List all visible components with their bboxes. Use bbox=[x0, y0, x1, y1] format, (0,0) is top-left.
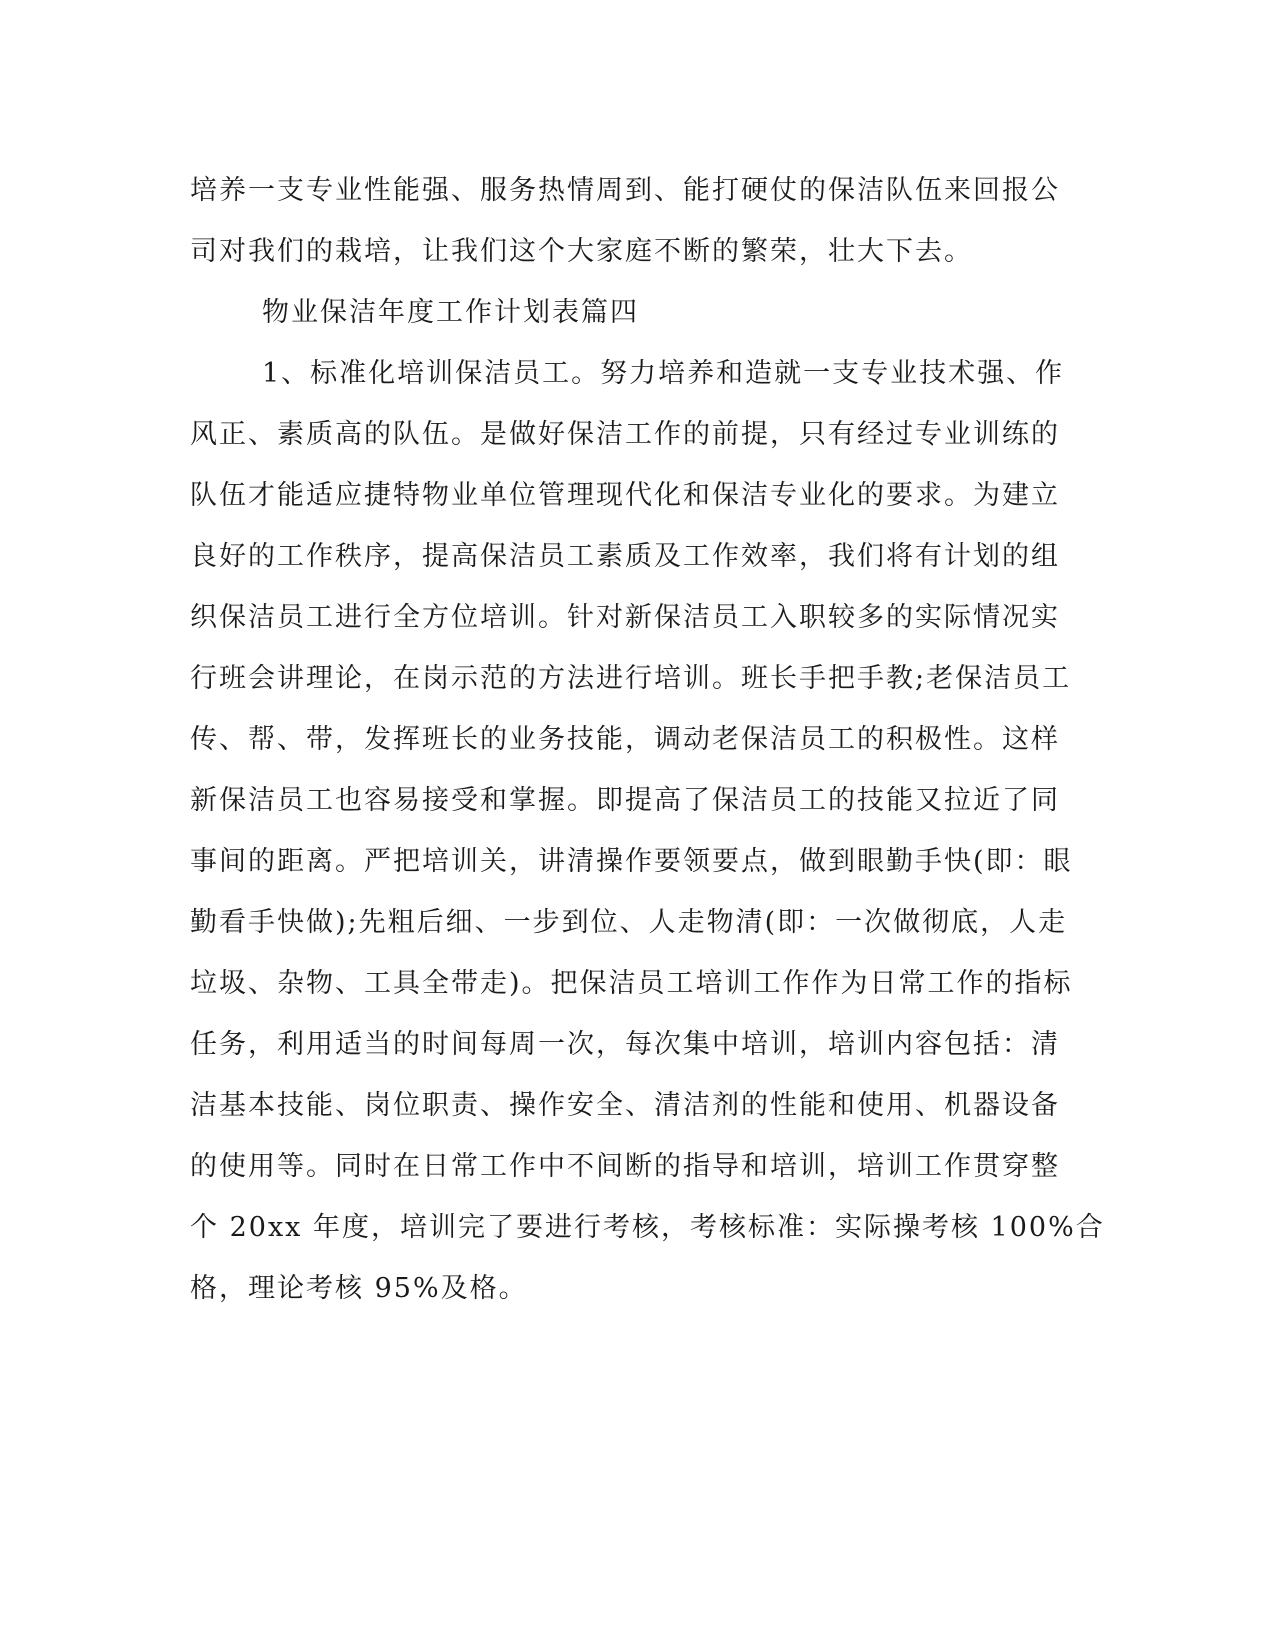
document-body bbox=[190, 160, 1105, 1319]
paragraph-line-9: 事间的距离。严把培训关，讲清操作要领要点，做到眼勤手快(即：眼 bbox=[190, 846, 1073, 877]
paragraph-line-14: 的使用等。同时在日常工作中不间断的指导和培训，培训工作贯穿整 bbox=[190, 1151, 1060, 1182]
paragraph-line-2: 风正、素质高的队伍。是做好保洁工作的前提，只有经过专业训练的 bbox=[190, 419, 1060, 450]
continuation-line-2: 司对我们的栽培，让我们这个大家庭不断的繁荣，壮大下去。 bbox=[190, 236, 973, 267]
paragraph-line-4: 良好的工作秩序，提高保洁员工素质及工作效率，我们将有计划的组 bbox=[190, 541, 1060, 572]
paragraph-line-6: 行班会讲理论，在岗示范的方法进行培训。班长手把手教;老保洁员工 bbox=[190, 663, 1072, 694]
paragraph-line-16: 格，理论考核 95%及格。 bbox=[190, 1273, 528, 1304]
paragraph-line-5: 织保洁员工进行全方位培训。针对新保洁员工入职较多的实际情况实 bbox=[190, 602, 1060, 633]
paragraph-line-3: 队伍才能适应捷特物业单位管理现代化和保洁专业化的要求。为建立 bbox=[190, 480, 1060, 511]
paragraph-line-12: 任务，利用适当的时间每周一次，每次集中培训，培训内容包括：清 bbox=[190, 1029, 1060, 1060]
paragraph-line-10: 勤看手快做);先粗后细、一步到位、人走物清(即：一次做彻底，人走 bbox=[190, 907, 1068, 938]
paragraph-line-8: 新保洁员工也容易接受和掌握。即提高了保洁员工的技能又拉近了同 bbox=[190, 785, 1060, 816]
section-heading: 物业保洁年度工作计划表篇四 bbox=[262, 297, 639, 328]
paragraph-line-13: 洁基本技能、岗位职责、操作安全、清洁剂的性能和使用、机器设备 bbox=[190, 1090, 1060, 1121]
paragraph-line-7: 传、帮、带，发挥班长的业务技能，调动老保洁员工的积极性。这样 bbox=[190, 724, 1060, 755]
paragraph-line-1: 1、标准化培训保洁员工。努力培养和造就一支专业技术强、作 bbox=[262, 358, 1065, 389]
paragraph-line-11: 垃圾、杂物、工具全带走)。把保洁员工培训工作作为日常工作的指标 bbox=[190, 968, 1073, 999]
continuation-line-1: 培养一支专业性能强、服务热情周到、能打硬仗的保洁队伍来回报公 bbox=[190, 175, 1060, 206]
paragraph-line-15: 个 20xx 年度，培训完了要进行考核，考核标准：实际操考核 100%合 bbox=[190, 1212, 1105, 1243]
